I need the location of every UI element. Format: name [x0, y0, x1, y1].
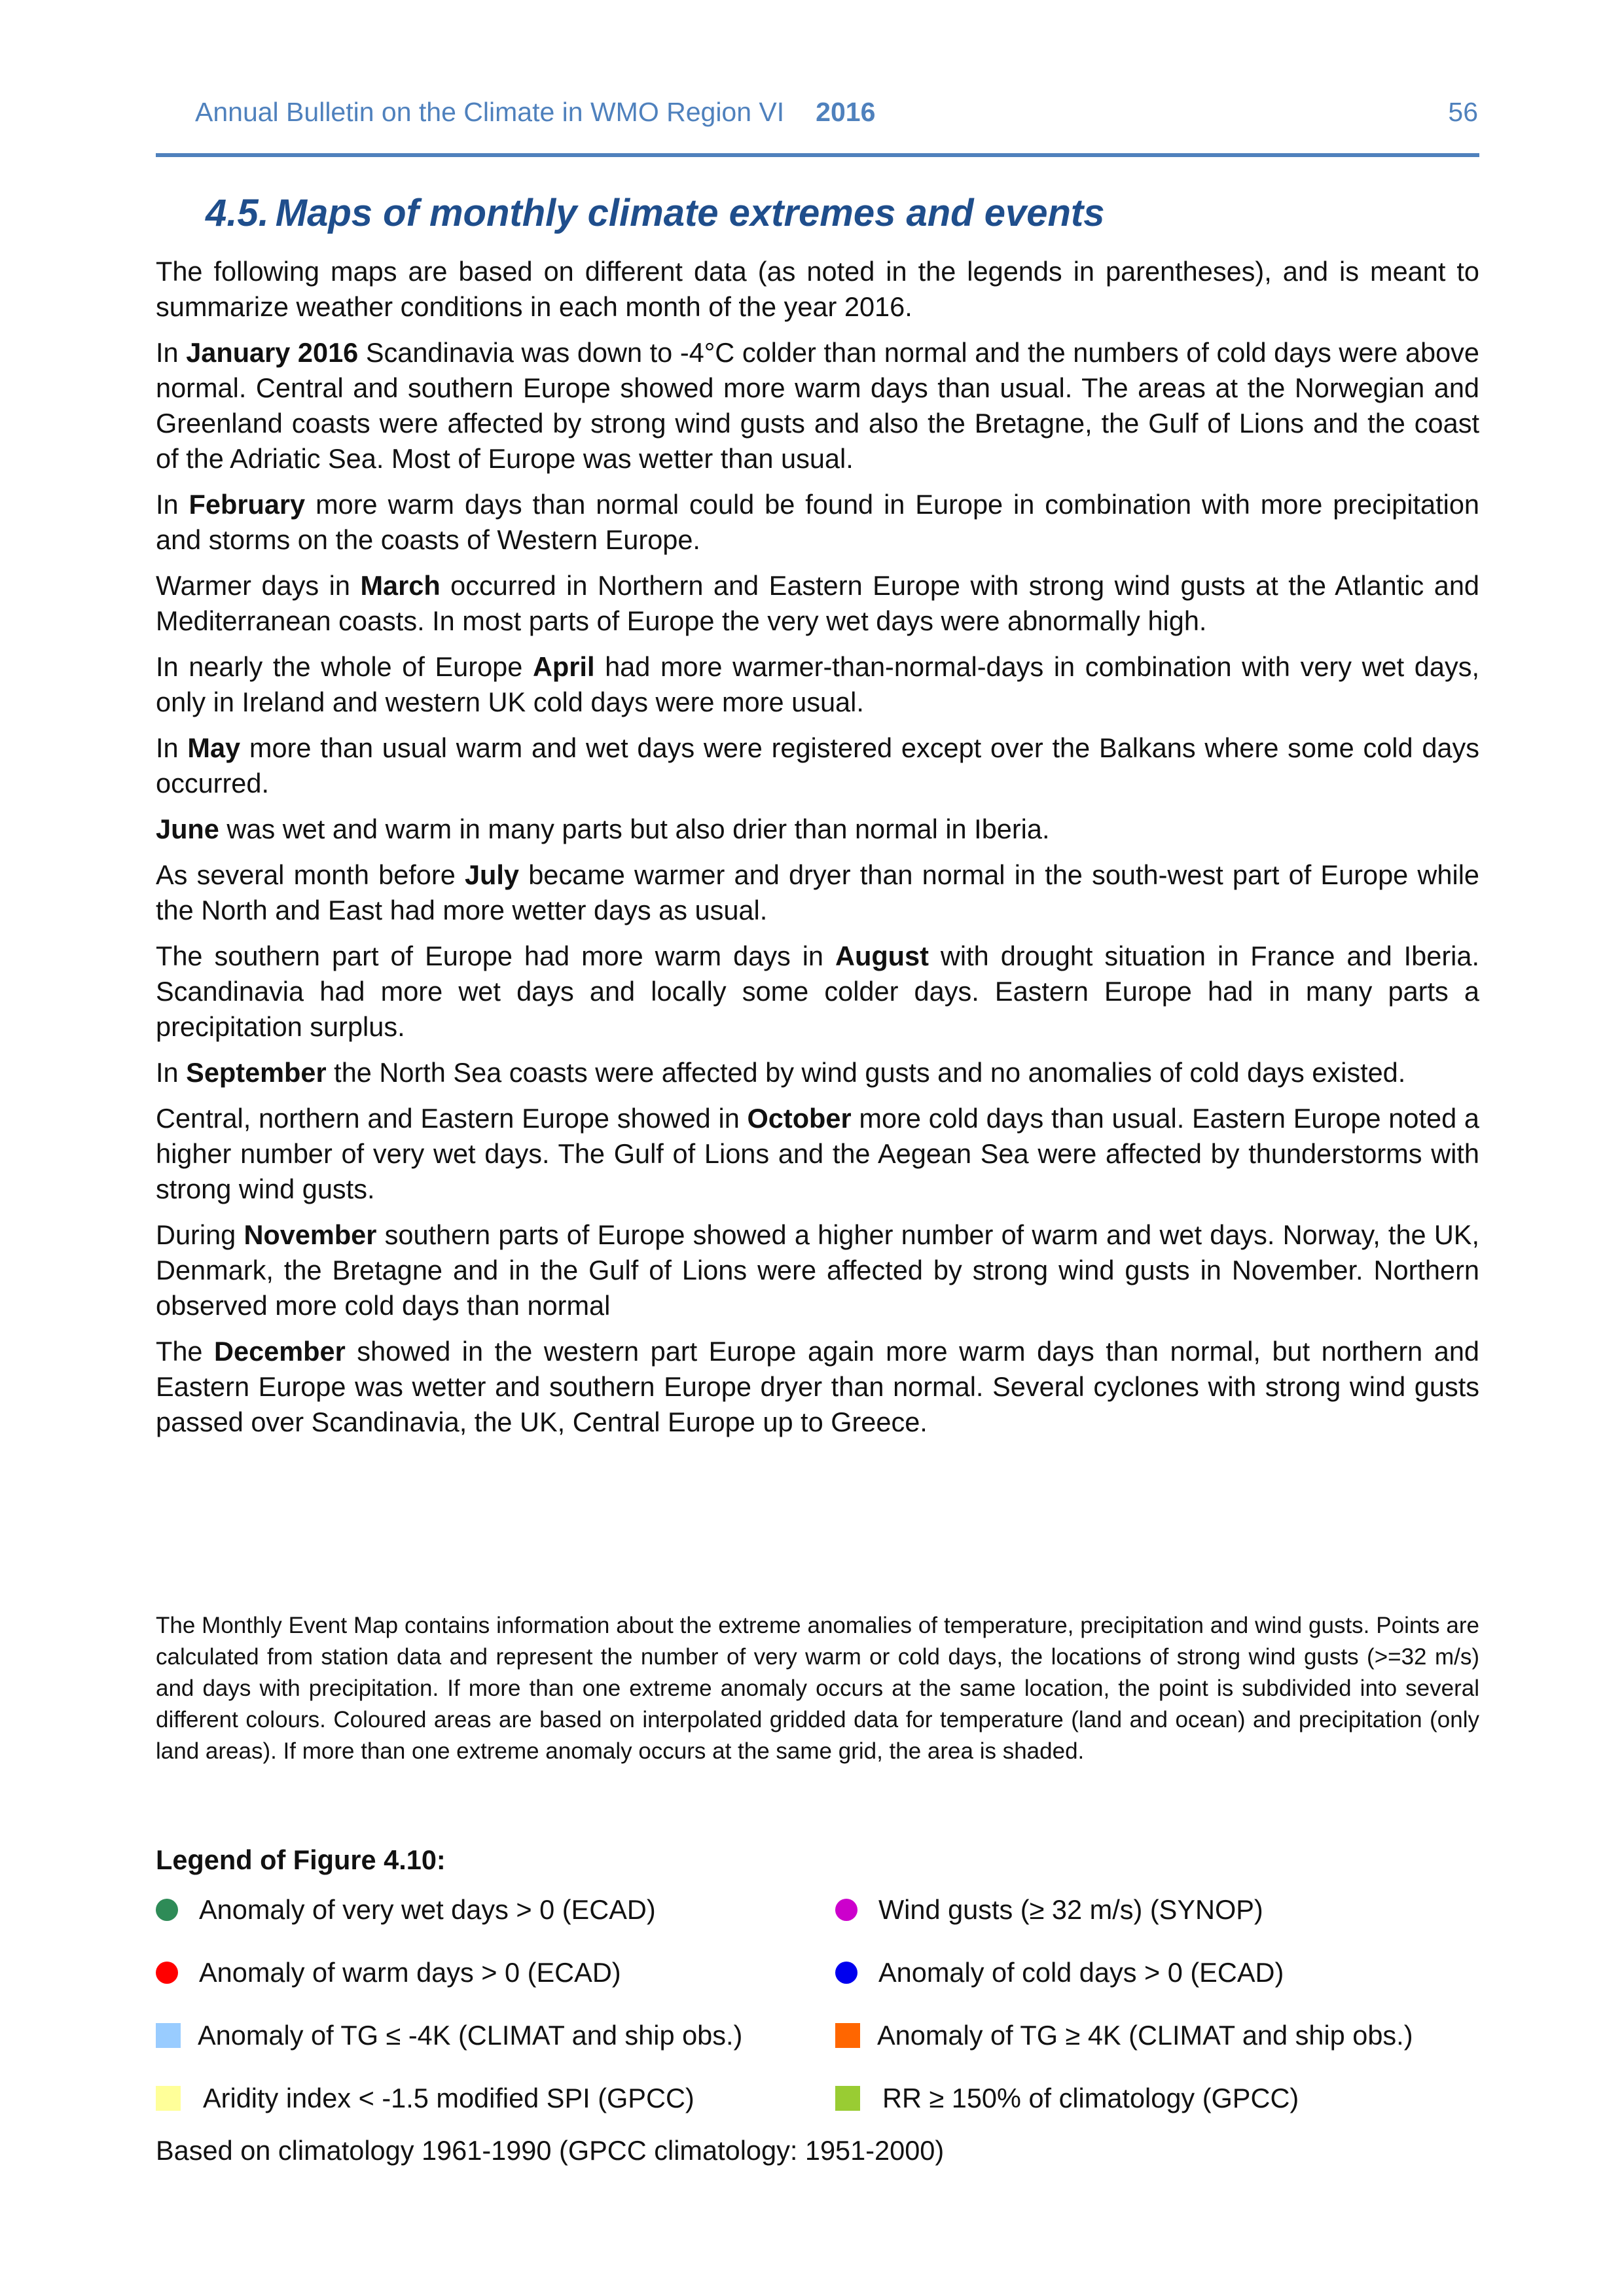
legend-row: [156, 1894, 1485, 1957]
month-text-before: In: [156, 1057, 187, 1088]
legend-label: Anomaly of TG ≤ -4K (CLIMAT and ship obs.): [198, 2020, 743, 2051]
orange-square-icon: [835, 2023, 860, 2048]
green-square-icon: [835, 2086, 860, 2111]
month-text-after: had more warmer-than-normal-days in combination with very wet days, only in Ireland and western UK cold days were more usual.: [156, 651, 1479, 717]
month-name: September: [186, 1057, 327, 1088]
month-text-after: more warm days than normal could be found in Europe in combination with more precipitation and storms on the coasts of Western Europe.: [156, 489, 1479, 555]
month-text-before: As several month before: [156, 859, 465, 890]
section-heading: Maps of monthly climate extremes and events: [275, 192, 1105, 234]
green-dot-icon: [156, 1899, 178, 1921]
header-year: 2016: [816, 97, 876, 127]
month-name: March: [360, 570, 441, 601]
red-dot-icon: [156, 1962, 178, 1984]
legend-row: [156, 1957, 1485, 2020]
month-text-after: showed in the western part Europe again more warm days than normal, but northern and Eastern Europe was wetter and southern Europe dryer than normal. Several cyclones with strong wind gusts passed over Scandinavia, the UK, Central Europe up to Greece.: [156, 1336, 1479, 1437]
month-paragraph: [156, 1055, 1479, 1090]
month-name: December: [214, 1336, 346, 1367]
month-text-after: southern parts of Europe showed a higher number of warm and wet days. Norway, the UK, Denmark, the Bretagne and in the Gulf of Lions were affected by strong wind gusts in November. Northern observed more cold days than normal: [156, 1219, 1480, 1321]
month-name: October: [747, 1103, 852, 1134]
blue-dot-icon: [835, 1962, 857, 1984]
intro-paragraph: The following maps are based on different data (as noted in the legends in parentheses), and is meant to summarize weather conditions in each month of the year 2016.: [156, 256, 1479, 322]
month-paragraph: [156, 1217, 1479, 1323]
legend-item-tg-warm: [835, 2020, 1413, 2051]
month-text-before: The southern part of Europe had more warm days in: [156, 941, 835, 971]
header-title: Annual Bulletin on the Climate in WMO Region VI 2016: [195, 97, 876, 127]
monthly-summaries: [156, 335, 1479, 1440]
month-paragraph: [156, 1334, 1479, 1440]
legend-label: Aridity index < -1.5 modified SPI (GPCC): [203, 2083, 695, 2113]
header-divider: [156, 153, 1479, 157]
legend-label: Anomaly of very wet days > 0 (ECAD): [199, 1894, 656, 1925]
month-paragraph: [156, 568, 1479, 639]
legend-item-tg-cold: [156, 2020, 742, 2051]
legend-label: Anomaly of TG ≥ 4K (CLIMAT and ship obs.): [877, 2020, 1413, 2051]
month-paragraph: [156, 335, 1479, 476]
month-paragraph: [156, 649, 1479, 720]
month-name: February: [189, 489, 306, 520]
legend-item-wet-days: [156, 1894, 656, 1926]
legend-label: RR ≥ 150% of climatology (GPCC): [882, 2083, 1299, 2113]
section-title: [206, 191, 1105, 235]
legend-label: Anomaly of warm days > 0 (ECAD): [199, 1957, 621, 1988]
magenta-dot-icon: [835, 1899, 857, 1921]
section-number: 4.5.: [206, 192, 269, 234]
legend-item-rr: [835, 2083, 1299, 2114]
month-text-after: Scandinavia was down to -4°C colder than normal and the numbers of cold days were above normal. Central and southern Europe showed more warm days than usual. The areas at the Norwegian and Greenland coasts were affected by strong wind gusts and also the Bretagne, the Gulf of Lions and the coast of the Adriatic Sea. Most of Europe was wetter than usual.: [156, 337, 1479, 474]
month-text-before: Central, northern and Eastern Europe showed in: [156, 1103, 748, 1134]
month-text-before: In: [156, 732, 188, 763]
month-text-after: occurred in Northern and Eastern Europe with strong wind gusts at the Atlantic and Mediterranean coasts. In most parts of Europe the very wet days were abnormally high.: [156, 570, 1479, 636]
month-paragraph: [156, 857, 1479, 928]
legend-label: Anomaly of cold days > 0 (ECAD): [878, 1957, 1284, 1988]
climatology-note: Based on climatology 1961-1990 (GPCC climatology: 1951-2000): [156, 2135, 945, 2166]
month-name: November: [244, 1219, 377, 1250]
month-text-before: In: [156, 337, 187, 368]
month-name: June: [156, 814, 219, 844]
month-text-after: was wet and warm in many parts but also drier than normal in Iberia.: [219, 814, 1050, 844]
page-number: 56: [1448, 97, 1478, 127]
page-header: [156, 90, 1478, 130]
month-paragraph: [156, 1101, 1479, 1207]
month-name: April: [532, 651, 595, 682]
month-paragraph: [156, 487, 1479, 558]
month-text-after: more than usual warm and wet days were registered except over the Balkans where some cold days occurred.: [156, 732, 1480, 798]
legend-item-wind-gusts: [835, 1894, 1263, 1926]
legend-row: [156, 2020, 1485, 2083]
month-text-before: Warmer days in: [156, 570, 361, 601]
month-text-before: The: [156, 1336, 215, 1367]
legend-label: Wind gusts (≥ 32 m/s) (SYNOP): [878, 1894, 1263, 1925]
month-text-after: became warmer and dryer than normal in the south-west part of Europe while the North and East had more wetter days as usual.: [156, 859, 1479, 925]
light-yellow-square-icon: [156, 2086, 181, 2111]
month-paragraph: [156, 939, 1479, 1045]
month-name: May: [187, 732, 241, 763]
month-text-after: more cold days than usual. Eastern Europe noted a higher number of very wet days. The Gulf of Lions and the Aegean Sea were affected by thunderstorms with strong wind gusts.: [156, 1103, 1479, 1204]
month-text-after: with drought situation in France and Iberia. Scandinavia had more wet days and locally some colder days. Eastern Europe had in many parts a precipitation surplus.: [156, 941, 1479, 1042]
legend: [156, 1894, 1485, 2145]
month-text-before: In: [156, 489, 189, 520]
month-text-before: In nearly the whole of Europe: [156, 651, 533, 682]
event-map-note: The Monthly Event Map contains information about the extreme anomalies of temperature, precipitation and wind gusts. Points are calculated from station data and represent the number of very warm or cold days, the locations of strong wind gusts (>=32 m/s) and days with precipitation. If more than one extreme anomaly occurs at the same location, the point is subdivided into several different colours. Coloured areas are based on interpolated gridded data for temperature (land and ocean) and precipitation (only land areas). If more than one extreme anomaly occurs at the same grid, the area is shaded.: [156, 1613, 1479, 1764]
light-blue-square-icon: [156, 2023, 181, 2048]
month-paragraph: [156, 730, 1479, 801]
month-name: January 2016: [186, 337, 359, 368]
month-name: July: [464, 859, 520, 890]
month-paragraph: [156, 812, 1479, 847]
legend-item-aridity: [156, 2083, 695, 2114]
legend-item-warm-days: [156, 1957, 621, 1988]
body-text: [156, 254, 1479, 1450]
month-text-before: During: [156, 1219, 244, 1250]
month-text-after: the North Sea coasts were affected by wind gusts and no anomalies of cold days existed.: [326, 1057, 1406, 1088]
month-name: August: [835, 941, 929, 971]
legend-title: Legend of Figure 4.10:: [156, 1844, 446, 1875]
legend-item-cold-days: [835, 1957, 1284, 1988]
